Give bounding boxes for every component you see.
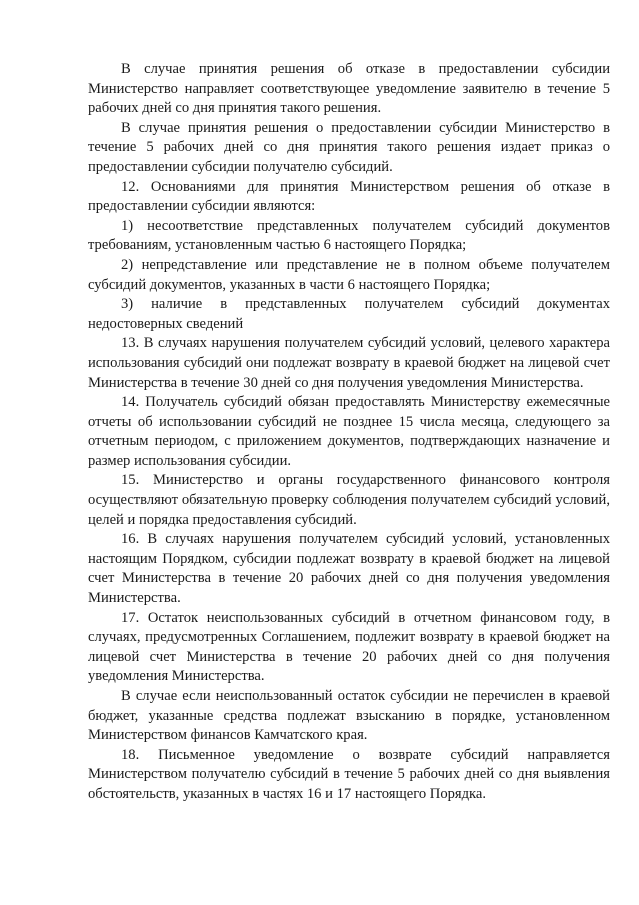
document-page — [88, 60, 610, 805]
paragraph-12-item-3: 3) наличие в представленных получателем субсидий документах недостоверных сведений — [88, 296, 610, 332]
paragraph-12-refusal-grounds: 12. Основаниями для принятия Министерством решения об отказе в предоставлении субсидии являются: — [88, 178, 610, 215]
paragraph-16-return-conditions: 16. В случаях нарушения получателем субсидий условий, установленных настоящим Порядком, субсидии подлежат возврату в краевой бюджет на лицевой счет Министерства в течение 20 рабочих дней со дня получения уведомления Министерства. — [88, 531, 610, 607]
paragraph-15-control-check: 15. Министерство и органы государственного финансового контроля осуществляют обязательную проверку соблюдения получателем субсидий условий, целей и порядка предоставления субсидий. — [88, 472, 610, 528]
paragraph-14-monthly-reports: 14. Получатель субсидий обязан предоставлять Министерству ежемесячные отчеты об использовании субсидий не позднее 15 числа месяца, следующего за отчетным периодом, с приложением документов, подтверждающих назначение и размер использования субсидии. — [88, 394, 610, 469]
paragraph-13-return-violation: 13. В случаях нарушения получателем субсидий условий, целевого характера использования субсидий они подлежат возврату в краевой бюджет на лицевой счет Министерства в течение 30 дней со дня получения уведомления Министерства. — [88, 335, 610, 391]
paragraph-refusal-notice: В случае принятия решения об отказе в предоставлении субсидии Министерство направляет соответствующее уведомление заявителю в течение 5 рабочих дней со дня принятия такого решения. — [88, 61, 610, 117]
paragraph-18-written-notice: 18. Письменное уведомление о возврате субсидий направляется Министерством получателю субсидий в течение 5 рабочих дней со дня выявления обстоятельств, указанных в частях 16 и 17 настоящего Порядка. — [88, 746, 610, 802]
paragraph-17-unused-balance: 17. Остаток неиспользованных субсидий в отчетном финансовом году, в случаях, предусмотренных Соглашением, подлежит возврату в краевой бюджет на лицевой счет Министерства в течение 20 рабочих дней со дня получения уведомления Министерства. — [88, 609, 610, 685]
paragraph-17-recovery: В случае если неиспользованный остаток субсидии не перечислен в краевой бюджет, указанные средства подлежат взысканию в порядке, установленном Министерством финансов Камчатского края. — [88, 688, 610, 744]
paragraph-12-item-2: 2) непредставление или представление не в полном объеме получателем субсидий документов, указанных в части 6 настоящего Порядка; — [88, 256, 610, 293]
paragraph-grant-order: В случае принятия решения о предоставлении субсидии Министерство в течение 5 рабочих дней со дня принятия такого решения издает приказ о предоставлении субсидии получателю субсидий. — [88, 119, 610, 175]
paragraph-12-item-1: 1) несоответствие представленных получателем субсидий документов требованиям, установленным частью 6 настоящего Порядка; — [88, 217, 610, 254]
